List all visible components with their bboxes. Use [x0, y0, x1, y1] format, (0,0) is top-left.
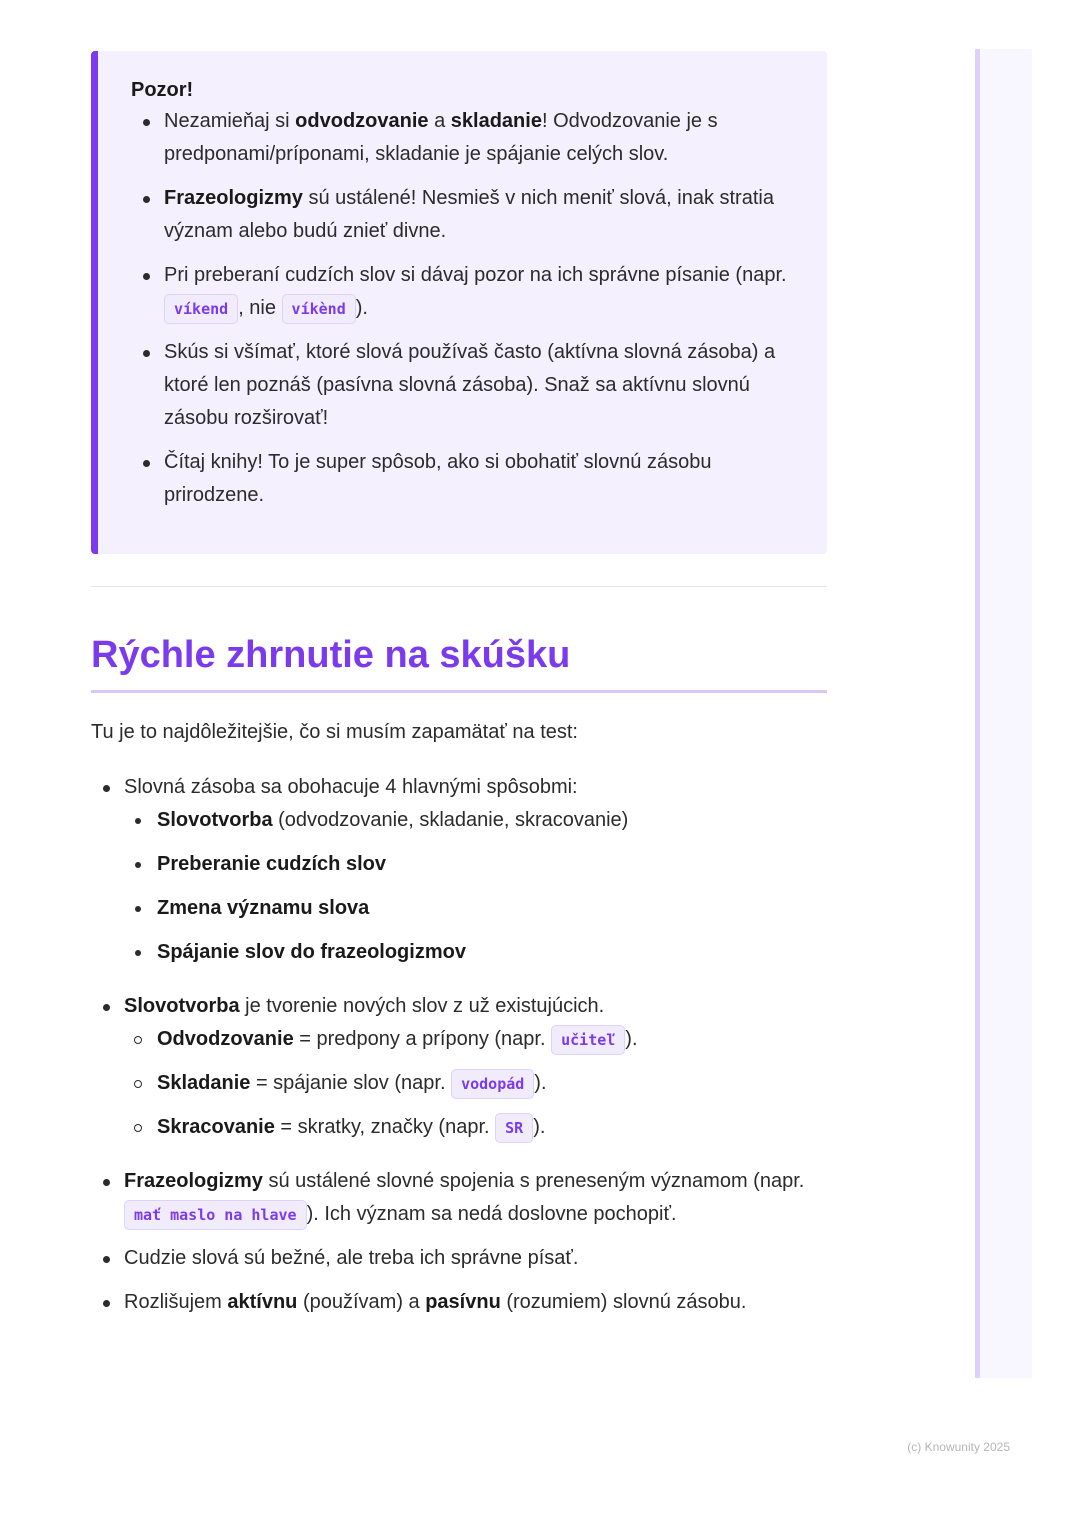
list-item: [91, 771, 827, 969]
section-heading: Rýchle zhrnutie na skúšku: [91, 634, 571, 676]
code-example: víkend: [164, 294, 238, 324]
bold-term: Frazeologizmy: [164, 187, 303, 209]
code-example: víkènd: [282, 294, 356, 324]
text: (používam) a: [297, 1291, 426, 1313]
bold-term: Odvodzovanie: [157, 1028, 294, 1050]
list-item: [131, 336, 797, 435]
text: ). Ich význam sa nedá doslovne pochopiť.: [306, 1203, 677, 1225]
code-example: vodopád: [451, 1069, 534, 1099]
text: = skratky, značky (napr.: [274, 1116, 496, 1138]
sub-list-item: [124, 804, 827, 837]
list-item: [91, 1286, 827, 1319]
text: ).: [355, 297, 368, 319]
list-item: [131, 105, 797, 171]
warning-callout: [91, 51, 827, 554]
summary-list: [91, 771, 827, 1330]
code-example: SR: [495, 1113, 533, 1143]
text: Čítaj knihy! To je super spôsob, ako si obohatiť slovnú zásobu prirodzene.: [164, 451, 712, 506]
bold-term: skladanie: [450, 110, 542, 132]
text: a: [428, 110, 451, 132]
code-example: mať maslo na hlave: [124, 1200, 307, 1230]
list-item: [131, 446, 797, 512]
list-item: [91, 990, 827, 1144]
text: (odvodzovanie, skladanie, skracovanie): [272, 809, 629, 831]
section-divider: [91, 586, 827, 587]
bold-term: Spájanie slov do frazeologizmov: [157, 941, 466, 963]
sub-list-item: [124, 1111, 827, 1144]
text: ).: [625, 1028, 638, 1050]
text: je tvorenie nových slov z už existujúcich.: [239, 995, 605, 1017]
bold-term: odvodzovanie: [295, 110, 429, 132]
bold-term: Skracovanie: [157, 1116, 275, 1138]
sub-list-item: [124, 936, 827, 969]
bold-term: pasívnu: [425, 1291, 501, 1313]
text: Slovná zásoba sa obohacuje 4 hlavnými spôsobmi:: [124, 776, 578, 798]
sub-list-item: [124, 892, 827, 925]
side-panel: [975, 49, 1032, 1378]
text: = spájanie slov (napr.: [250, 1072, 452, 1094]
text: ).: [534, 1072, 547, 1094]
text: = predpony a prípony (napr.: [293, 1028, 552, 1050]
list-item: [91, 1242, 827, 1275]
bold-term: Zmena významu slova: [157, 897, 370, 919]
text: Rozlišujem: [124, 1291, 228, 1313]
text: , nie: [238, 297, 282, 319]
heading-underline: [91, 690, 827, 693]
code-example: učiteľ: [551, 1025, 625, 1055]
callout-list: [131, 105, 797, 512]
sub-list-item: [124, 1067, 827, 1100]
sub-list: [124, 1023, 827, 1144]
sub-list-item: [124, 848, 827, 881]
text: sú ustálené! Nesmieš v nich meniť slová, inak stratia význam alebo budú znieť divne.: [164, 187, 774, 242]
bold-term: Skladanie: [157, 1072, 251, 1094]
text: (rozumiem) slovnú zásobu.: [500, 1291, 747, 1313]
bold-term: aktívnu: [227, 1291, 298, 1313]
sub-list: [124, 804, 827, 969]
bold-term: Slovotvorba: [157, 809, 273, 831]
copyright-footer: (c) Knowunity 2025: [907, 1440, 1010, 1454]
intro-text: Tu je to najdôležitejšie, čo si musím zapamätať na test:: [91, 721, 578, 743]
text: Nezamieňaj si: [164, 110, 296, 132]
text: ).: [533, 1116, 546, 1138]
list-item: [131, 259, 797, 325]
bold-term: Slovotvorba: [124, 995, 240, 1017]
list-item: [91, 1165, 827, 1231]
sub-list-item: [124, 1023, 827, 1056]
list-item: [131, 182, 797, 248]
text: Skús si všímať, ktoré slová používaš často (aktívna slovná zásoba) a ktoré len poznáš (pasívna slovná zásoba). Snaž sa aktívnu slovnú zásobu rozširovať!: [164, 341, 776, 429]
text: sú ustálené slovné spojenia s preneseným významom (napr.: [262, 1170, 805, 1192]
text: ! Odvodzovanie je s predponami/príponami, skladanie je spájanie celých slov.: [164, 110, 718, 165]
text: Cudzie slová sú bežné, ale treba ich správne písať.: [124, 1247, 579, 1269]
bold-term: Preberanie cudzích slov: [157, 853, 386, 875]
bold-term: Frazeologizmy: [124, 1170, 263, 1192]
callout-title: Pozor!: [131, 79, 194, 101]
text: Pri preberaní cudzích slov si dávaj pozor na ich správne písanie (napr.: [164, 264, 787, 286]
